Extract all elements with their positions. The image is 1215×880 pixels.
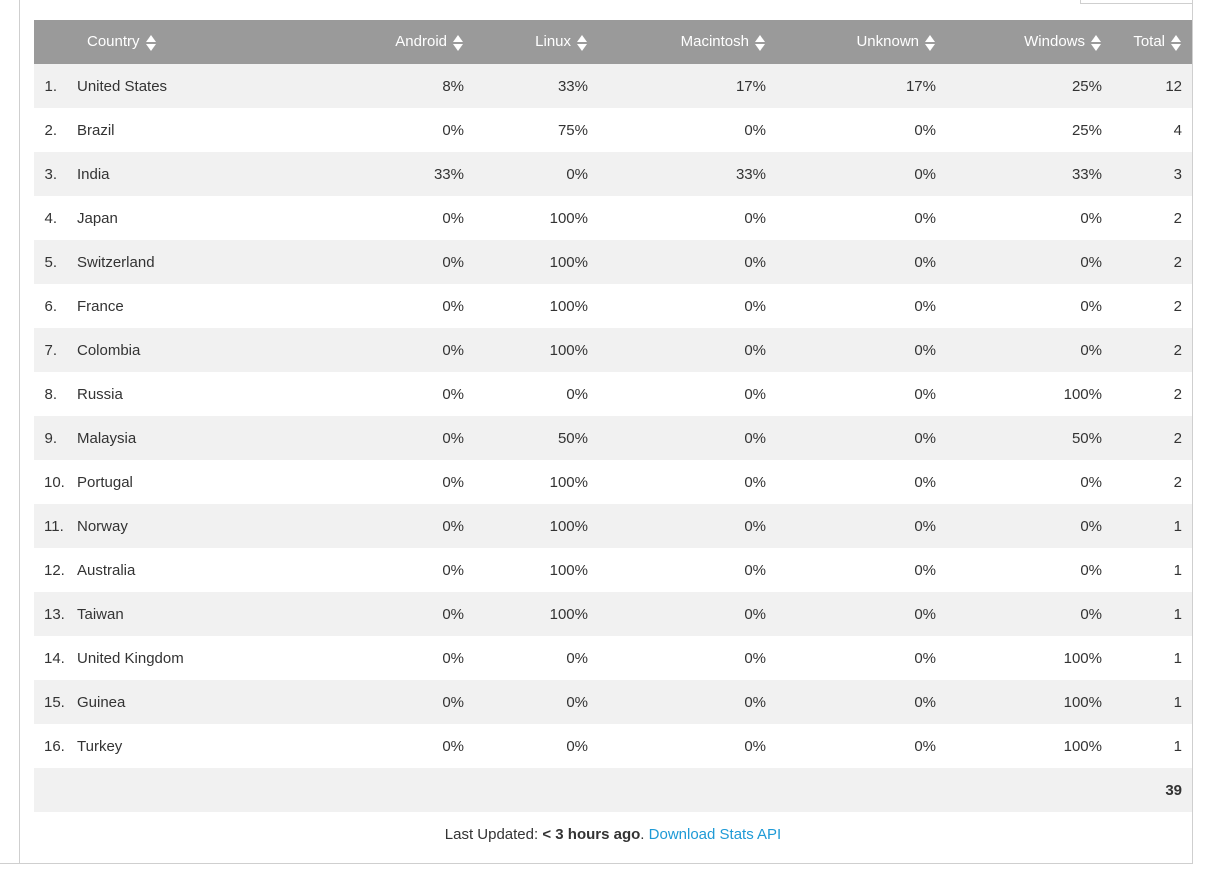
row-windows: 50% — [1071, 429, 1102, 447]
table-row — [34, 240, 1192, 284]
row-rank: 2. — [44, 121, 57, 139]
row-android: 0% — [442, 209, 464, 227]
header-country[interactable] — [67, 20, 317, 64]
last-updated-value: < 3 hours ago — [542, 826, 641, 843]
row-rank: 13. — [44, 605, 65, 623]
table-row — [34, 548, 1192, 592]
table-row — [34, 416, 1192, 460]
row-linux: 100% — [549, 517, 588, 535]
row-total: 4 — [1173, 121, 1182, 139]
row-linux: 100% — [549, 253, 588, 271]
row-windows: 100% — [1063, 693, 1102, 711]
row-total: 1 — [1173, 561, 1182, 579]
row-unknown: 0% — [914, 341, 936, 359]
table-row — [34, 680, 1192, 724]
row-total: 1 — [1173, 693, 1182, 711]
header-unknown-label: Unknown — [856, 33, 919, 51]
row-windows: 25% — [1071, 77, 1102, 95]
row-macintosh: 0% — [744, 121, 766, 139]
row-unknown: 0% — [914, 561, 936, 579]
row-linux: 0% — [566, 165, 588, 183]
table-row — [34, 284, 1192, 328]
row-unknown: 0% — [914, 517, 936, 535]
row-linux: 75% — [557, 121, 588, 139]
row-linux: 100% — [549, 341, 588, 359]
row-country: Portugal — [77, 473, 133, 491]
row-unknown: 0% — [914, 693, 936, 711]
row-macintosh: 0% — [744, 385, 766, 403]
row-unknown: 0% — [914, 473, 936, 491]
table-row — [34, 460, 1192, 504]
row-android: 0% — [442, 605, 464, 623]
row-rank: 3. — [44, 165, 57, 183]
row-total: 1 — [1173, 517, 1182, 535]
header-windows[interactable] — [946, 20, 1112, 64]
row-windows: 0% — [1080, 253, 1102, 271]
row-macintosh: 0% — [744, 561, 766, 579]
row-android: 0% — [442, 737, 464, 755]
table-row — [34, 152, 1192, 196]
table-row — [34, 196, 1192, 240]
row-total: 2 — [1173, 341, 1182, 359]
row-android: 0% — [442, 297, 464, 315]
grand-total-row — [34, 768, 1192, 812]
header-country-label: Country — [87, 33, 140, 51]
table-row — [34, 328, 1192, 372]
row-unknown: 0% — [914, 297, 936, 315]
row-total: 1 — [1173, 649, 1182, 667]
row-linux: 100% — [549, 561, 588, 579]
row-total: 2 — [1173, 473, 1182, 491]
row-total: 1 — [1173, 737, 1182, 755]
panel-border-right — [1192, 0, 1193, 864]
header-windows-label: Windows — [1024, 33, 1085, 51]
row-android: 0% — [442, 693, 464, 711]
row-country: Norway — [77, 517, 128, 535]
row-macintosh: 0% — [744, 209, 766, 227]
panel-border-bottom — [0, 863, 1193, 864]
header-total[interactable] — [1112, 20, 1192, 64]
row-total: 2 — [1173, 209, 1182, 227]
header-android[interactable] — [317, 20, 474, 64]
row-android: 0% — [442, 429, 464, 447]
row-android: 0% — [442, 341, 464, 359]
row-rank: 6. — [44, 297, 57, 315]
row-macintosh: 33% — [735, 165, 766, 183]
row-linux: 33% — [557, 77, 588, 95]
row-linux: 0% — [566, 649, 588, 667]
header-rank — [34, 20, 67, 64]
row-unknown: 0% — [914, 429, 936, 447]
row-rank: 5. — [44, 253, 57, 271]
row-android: 8% — [442, 77, 464, 95]
row-unknown: 0% — [914, 121, 936, 139]
header-unknown[interactable] — [776, 20, 946, 64]
country-os-stats-table — [34, 20, 1192, 812]
row-country: India — [77, 165, 110, 183]
row-macintosh: 0% — [744, 737, 766, 755]
last-updated-footer — [34, 826, 1192, 843]
row-linux: 100% — [549, 297, 588, 315]
row-rank: 16. — [44, 737, 65, 755]
row-country: Japan — [77, 209, 118, 227]
row-linux: 0% — [566, 737, 588, 755]
footer-separator: . — [640, 826, 649, 843]
row-unknown: 17% — [905, 77, 936, 95]
row-country: Malaysia — [77, 429, 137, 447]
row-linux: 100% — [549, 605, 588, 623]
row-linux: 100% — [549, 473, 588, 491]
row-android: 0% — [442, 561, 464, 579]
row-total: 2 — [1173, 429, 1182, 447]
row-unknown: 0% — [914, 605, 936, 623]
table-row — [34, 636, 1192, 680]
header-macintosh[interactable] — [598, 20, 776, 64]
row-macintosh: 0% — [744, 649, 766, 667]
sort-icon — [453, 35, 464, 51]
row-total: 3 — [1173, 165, 1182, 183]
header-linux[interactable] — [474, 20, 598, 64]
row-windows: 0% — [1080, 517, 1102, 535]
table-row — [34, 64, 1192, 108]
row-rank: 11. — [44, 517, 64, 535]
row-linux: 50% — [557, 429, 588, 447]
row-rank: 14. — [44, 649, 65, 667]
row-rank: 10. — [44, 473, 65, 491]
row-rank: 8. — [44, 385, 57, 403]
sort-icon — [925, 35, 936, 51]
row-windows: 0% — [1080, 209, 1102, 227]
row-macintosh: 0% — [744, 253, 766, 271]
row-android: 33% — [433, 165, 464, 183]
row-rank: 15. — [44, 693, 65, 711]
row-windows: 100% — [1063, 737, 1102, 755]
row-country: Australia — [77, 561, 136, 579]
row-macintosh: 0% — [744, 429, 766, 447]
row-unknown: 0% — [914, 209, 936, 227]
header-macintosh-label: Macintosh — [680, 33, 749, 51]
row-country: Guinea — [77, 693, 126, 711]
row-rank: 12. — [44, 561, 65, 579]
row-rank: 9. — [44, 429, 57, 447]
table-row — [34, 724, 1192, 768]
table-row — [34, 372, 1192, 416]
row-country: France — [77, 297, 124, 315]
row-macintosh: 17% — [735, 77, 766, 95]
table-row — [34, 108, 1192, 152]
table-header-row — [34, 20, 1192, 64]
row-rank: 4. — [44, 209, 57, 227]
row-unknown: 0% — [914, 253, 936, 271]
row-rank: 7. — [44, 341, 57, 359]
row-macintosh: 0% — [744, 297, 766, 315]
row-total: 2 — [1173, 253, 1182, 271]
sort-icon — [1091, 35, 1102, 51]
row-windows: 0% — [1080, 561, 1102, 579]
row-android: 0% — [442, 253, 464, 271]
row-android: 0% — [442, 517, 464, 535]
panel-border-left — [19, 0, 20, 864]
sort-icon — [1171, 35, 1182, 51]
header-total-label: Total — [1133, 33, 1165, 51]
row-total: 12 — [1165, 77, 1182, 95]
row-macintosh: 0% — [744, 517, 766, 535]
row-total: 2 — [1173, 297, 1182, 315]
row-total: 2 — [1173, 385, 1182, 403]
row-unknown: 0% — [914, 649, 936, 667]
row-android: 0% — [442, 473, 464, 491]
row-macintosh: 0% — [744, 473, 766, 491]
grand-total-spacer — [34, 768, 1112, 812]
row-country: Switzerland — [77, 253, 155, 271]
row-windows: 100% — [1063, 385, 1102, 403]
row-macintosh: 0% — [744, 341, 766, 359]
row-linux: 0% — [566, 385, 588, 403]
table-row — [34, 504, 1192, 548]
row-windows: 25% — [1071, 121, 1102, 139]
row-unknown: 0% — [914, 385, 936, 403]
row-unknown: 0% — [914, 737, 936, 755]
row-total: 1 — [1173, 605, 1182, 623]
row-android: 0% — [442, 649, 464, 667]
row-linux: 0% — [566, 693, 588, 711]
header-android-label: Android — [395, 33, 447, 51]
row-android: 0% — [442, 121, 464, 139]
row-windows: 0% — [1080, 605, 1102, 623]
row-linux: 100% — [549, 209, 588, 227]
last-updated-prefix: Last Updated: — [444, 826, 543, 843]
row-windows: 0% — [1080, 341, 1102, 359]
row-country: Taiwan — [77, 605, 124, 623]
row-windows: 0% — [1080, 297, 1102, 315]
row-windows: 0% — [1080, 473, 1102, 491]
row-country: Russia — [77, 385, 123, 403]
row-windows: 33% — [1071, 165, 1102, 183]
header-linux-label: Linux — [535, 33, 571, 51]
row-country: Colombia — [77, 341, 141, 359]
row-android: 0% — [442, 385, 464, 403]
row-unknown: 0% — [914, 165, 936, 183]
row-windows: 100% — [1063, 649, 1102, 667]
sort-icon — [577, 35, 588, 51]
sort-icon — [755, 35, 766, 51]
row-country: United Kingdom — [77, 649, 184, 667]
top-right-box — [1080, 0, 1193, 4]
download-stats-api-link[interactable]: Download Stats API — [648, 826, 782, 843]
row-rank: 1. — [44, 77, 57, 95]
table-row — [34, 592, 1192, 636]
row-macintosh: 0% — [744, 693, 766, 711]
grand-total-value: 39 — [1165, 781, 1182, 799]
sort-icon — [146, 35, 157, 51]
row-country: Turkey — [77, 737, 123, 755]
row-country: Brazil — [77, 121, 115, 139]
row-macintosh: 0% — [744, 605, 766, 623]
row-country: United States — [77, 77, 168, 95]
